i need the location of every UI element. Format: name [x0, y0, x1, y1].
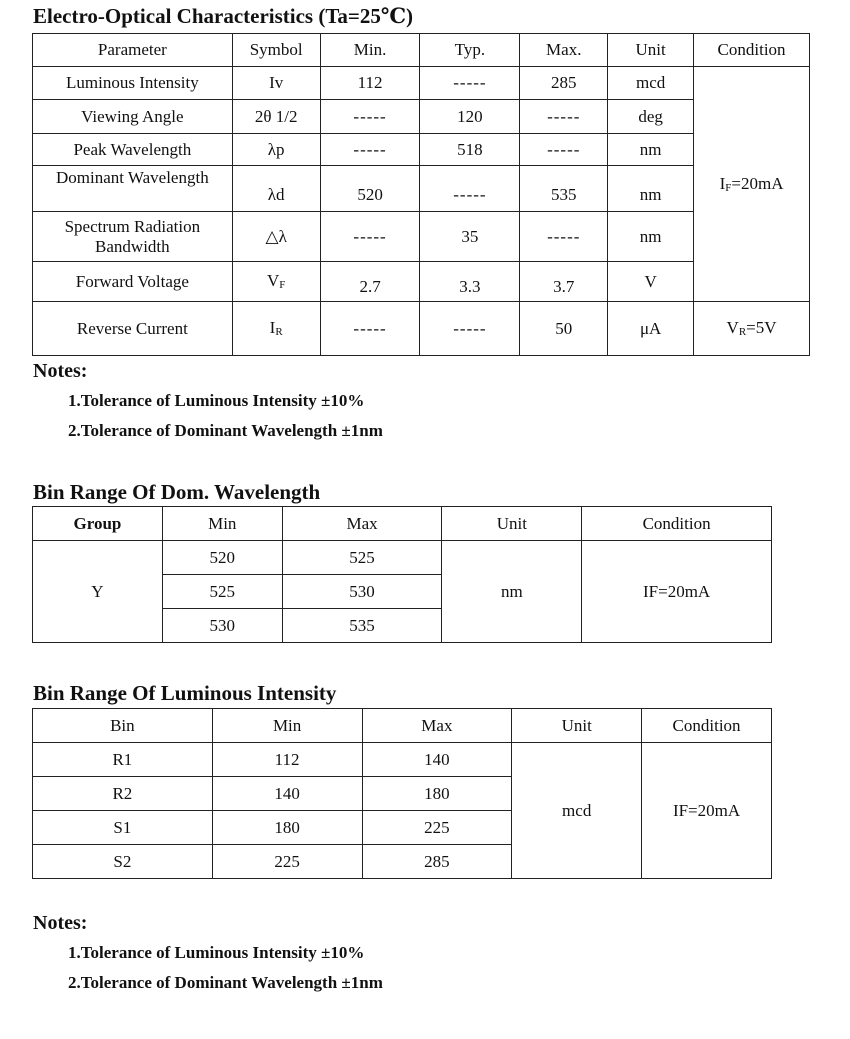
condition-pre: V: [726, 318, 739, 338]
cell-unit: nm: [442, 541, 582, 643]
cell-max: 525: [282, 541, 442, 575]
cell-bin: S1: [33, 811, 213, 845]
cell-symbol: Iv: [232, 67, 320, 100]
cell-parameter: Peak Wavelength: [33, 134, 233, 166]
cell-max: 535: [282, 609, 442, 643]
table-row: [33, 541, 772, 575]
cell-group: Y: [33, 541, 163, 643]
cell-bin: R1: [33, 743, 213, 777]
param-line2: Bandwidth: [95, 236, 170, 256]
cell-bin: R2: [33, 777, 213, 811]
header-condition: Condition: [694, 34, 810, 67]
table-header-row: [33, 709, 772, 743]
cell-unit: V: [608, 262, 694, 302]
header-max: Max: [282, 507, 442, 541]
cell-condition: IF=20mA: [642, 743, 772, 879]
luminous-intensity-table: [32, 708, 772, 879]
cell-unit: nm: [608, 212, 694, 262]
cell-condition: IF=20mA: [582, 541, 772, 643]
cell-typ: 120: [420, 100, 520, 134]
note-item: 2.Tolerance of Dominant Wavelength ±1nm: [68, 973, 383, 992]
cell-min: 2.7: [320, 262, 420, 302]
cell-unit: mcd: [608, 67, 694, 100]
luminous-intensity-title: Bin Range Of Luminous Intensity: [33, 681, 337, 705]
header-max: Max: [362, 709, 512, 743]
cell-max: -----: [520, 100, 608, 134]
cell-parameter: Luminous Intensity: [33, 67, 233, 100]
header-symbol: Symbol: [232, 34, 320, 67]
notes-title: Notes:: [33, 912, 88, 934]
symbol-main: I: [269, 318, 276, 338]
table-row: [33, 262, 810, 302]
cell-unit: nm: [608, 134, 694, 166]
param-line1: Spectrum Radiation: [64, 216, 201, 236]
cell-condition-main: [694, 67, 810, 302]
cell-min: 525: [162, 575, 282, 609]
header-unit: Unit: [608, 34, 694, 67]
cell-symbol: λp: [232, 134, 320, 166]
note-item: 1.Tolerance of Luminous Intensity ±10%: [68, 391, 365, 410]
table-row: [33, 100, 810, 134]
condition-post: =20mA: [731, 173, 784, 193]
cell-parameter: Forward Voltage: [33, 262, 233, 302]
header-parameter: Parameter: [33, 34, 233, 67]
header-typ: Typ.: [420, 34, 520, 67]
header-bin: Bin: [33, 709, 213, 743]
header-condition: Condition: [582, 507, 772, 541]
header-group: Group: [33, 507, 163, 541]
cell-min: -----: [320, 100, 420, 134]
table-row: [33, 302, 810, 356]
cell-typ: 3.3: [420, 262, 520, 302]
cell-unit: mcd: [512, 743, 642, 879]
symbol-main: V: [266, 271, 280, 291]
cell-max: 285: [520, 67, 608, 100]
cell-unit: nm: [608, 166, 694, 212]
cell-min: 112: [212, 743, 362, 777]
cell-symbol: λd: [232, 166, 320, 212]
cell-typ: -----: [420, 302, 520, 356]
electro-optical-title: Electro-Optical Characteristics (Ta=25℃): [33, 4, 414, 28]
cell-max: 285: [362, 845, 512, 879]
header-max: Max.: [520, 34, 608, 67]
cell-max: 50: [520, 302, 608, 356]
cell-unit: deg: [608, 100, 694, 134]
cell-symbol: 2θ 1/2: [232, 100, 320, 134]
cell-min: 180: [212, 811, 362, 845]
cell-min: -----: [320, 134, 420, 166]
header-condition: Condition: [642, 709, 772, 743]
dom-wavelength-table: [32, 506, 772, 643]
cell-parameter: Viewing Angle: [33, 100, 233, 134]
cell-max: 140: [362, 743, 512, 777]
cell-max: 530: [282, 575, 442, 609]
cell-max: 180: [362, 777, 512, 811]
condition-sub: F: [725, 181, 732, 194]
symbol-sub: F: [279, 279, 286, 292]
header-min: Min.: [320, 34, 420, 67]
cell-min: 530: [162, 609, 282, 643]
note-item: 1.Tolerance of Luminous Intensity ±10%: [68, 943, 365, 962]
condition-post: =5V: [746, 318, 777, 338]
cell-min: 112: [320, 67, 420, 100]
table-row: [33, 743, 772, 777]
table-row: [33, 212, 810, 262]
cell-min: 520: [320, 166, 420, 212]
electro-optical-table: [32, 33, 810, 356]
cell-max: -----: [520, 134, 608, 166]
notes-title: Notes:: [33, 360, 88, 382]
cell-min: -----: [320, 212, 420, 262]
header-min: Min: [212, 709, 362, 743]
table-row: [33, 166, 810, 212]
cell-typ: 518: [420, 134, 520, 166]
cell-min: 225: [212, 845, 362, 879]
cell-parameter: Reverse Current: [33, 302, 233, 356]
cell-bin: S2: [33, 845, 213, 879]
table-header-row: [33, 507, 772, 541]
cell-parameter: Dominant Wavelength: [33, 166, 233, 212]
table-row: [33, 134, 810, 166]
cell-symbol: △λ: [232, 212, 320, 262]
cell-min: -----: [320, 302, 420, 356]
cell-symbol: [232, 302, 320, 356]
cell-typ: -----: [420, 67, 520, 100]
cell-max: 3.7: [520, 262, 608, 302]
cell-max: 535: [520, 166, 608, 212]
cell-typ: 35: [420, 212, 520, 262]
header-unit: Unit: [442, 507, 582, 541]
dom-wavelength-title: Bin Range Of Dom. Wavelength: [33, 480, 321, 504]
cell-max: -----: [520, 212, 608, 262]
cell-parameter: [33, 212, 233, 262]
table-header-row: [33, 34, 810, 67]
cell-unit: μA: [608, 302, 694, 356]
cell-symbol: [232, 262, 320, 302]
cell-min: 520: [162, 541, 282, 575]
header-min: Min: [162, 507, 282, 541]
table-row: [33, 67, 810, 100]
condition-sub: R: [738, 326, 747, 339]
cell-max: 225: [362, 811, 512, 845]
symbol-sub: R: [275, 326, 283, 339]
condition-pre: I: [719, 173, 726, 193]
header-unit: Unit: [512, 709, 642, 743]
cell-condition-reverse: [694, 302, 810, 356]
note-item: 2.Tolerance of Dominant Wavelength ±1nm: [68, 421, 383, 440]
cell-min: 140: [212, 777, 362, 811]
cell-typ: -----: [420, 166, 520, 212]
